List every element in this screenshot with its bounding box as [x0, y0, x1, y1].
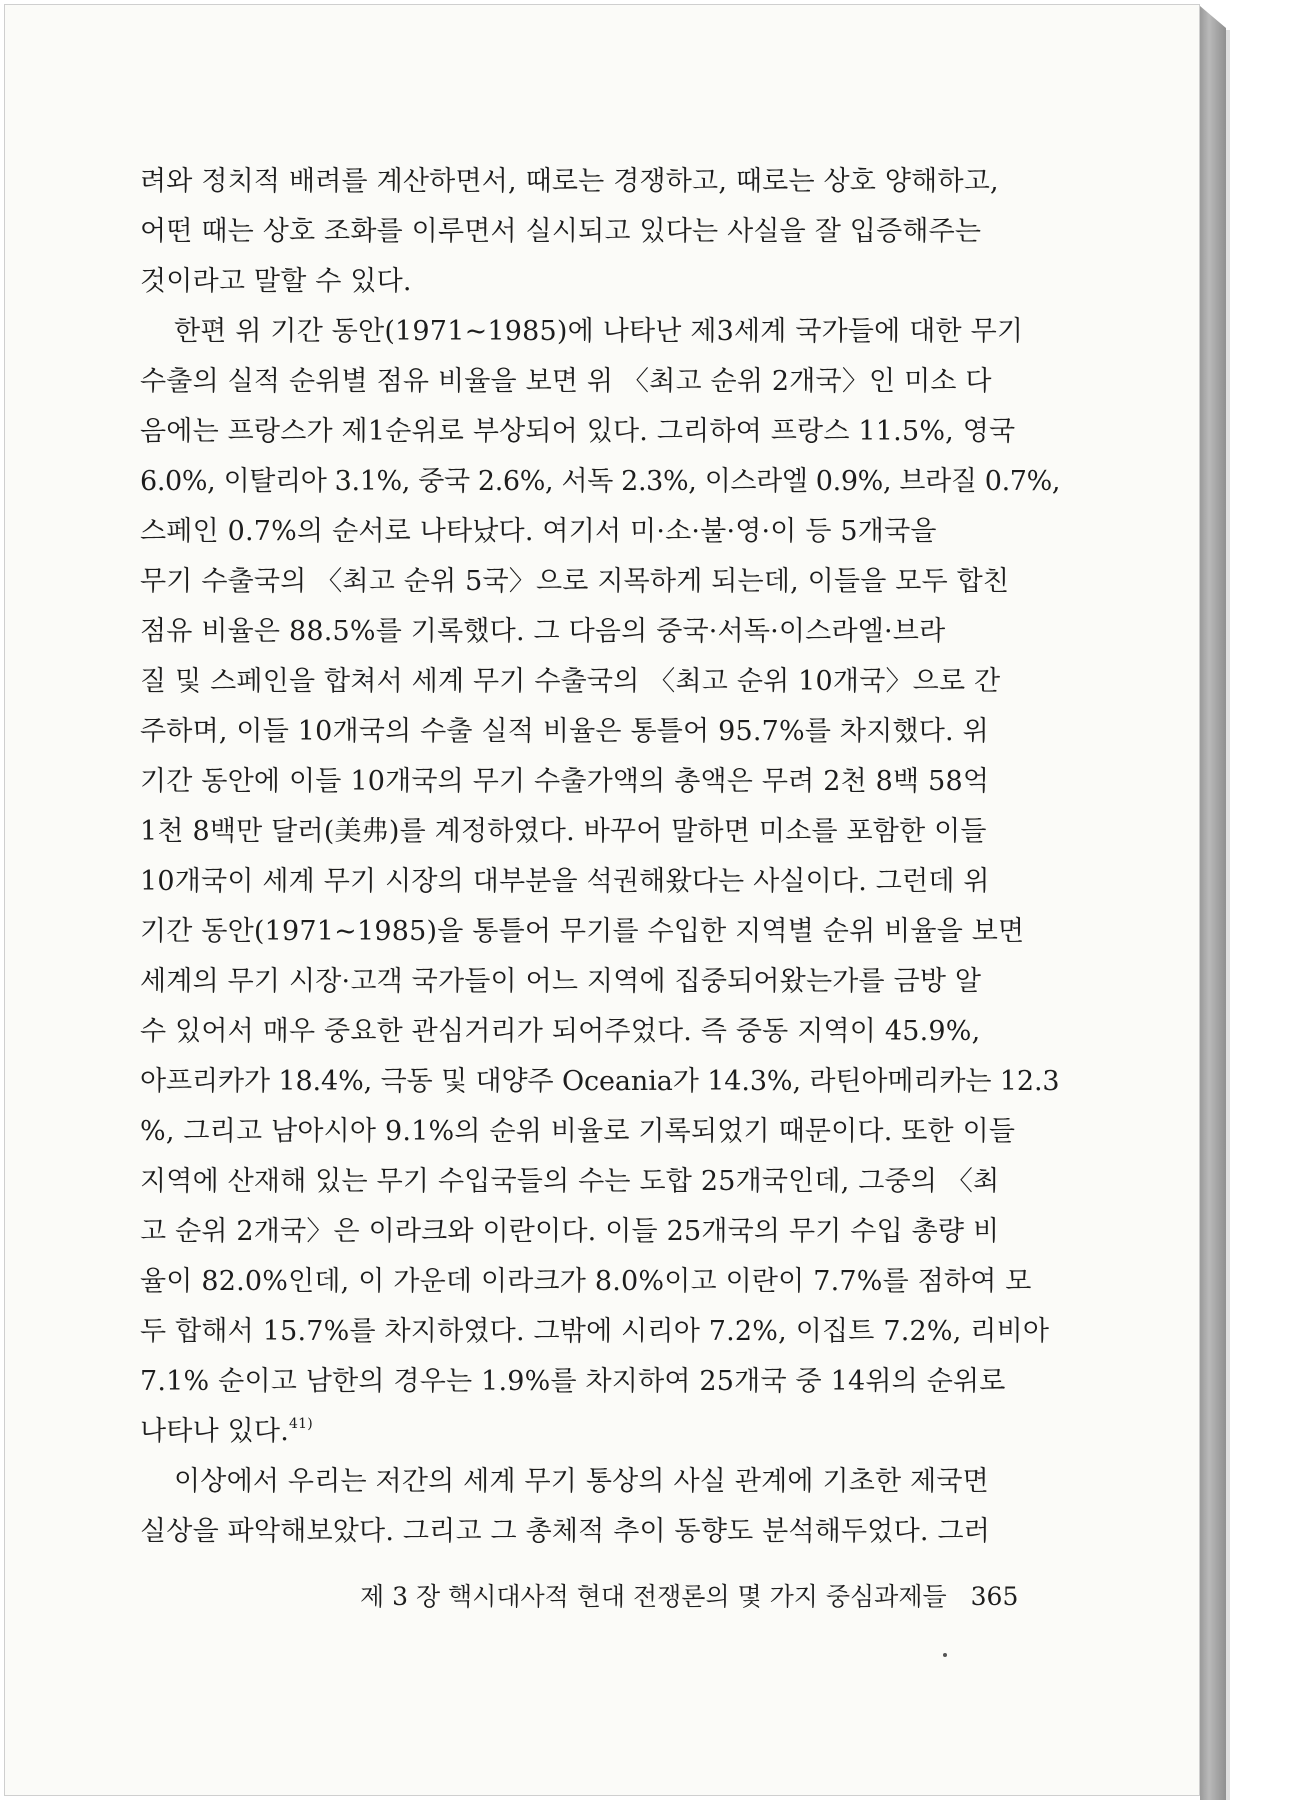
text-line: 실상을 파악해보았다. 그리고 그 총체적 추이 동향도 분석해두었다. 그러 — [140, 1516, 991, 1547]
text-line: 것이라고 말할 수 있다. — [140, 266, 412, 297]
page-stack-edge — [1200, 6, 1226, 1800]
text-line-content: 나타나 있다. — [140, 1416, 289, 1447]
text-line: 기간 동안에 이들 10개국의 무기 수출가액의 총액은 무려 2천 8백 58억 — [140, 766, 990, 797]
text-line: 음에는 프랑스가 제1순위로 부상되어 있다. 그리하여 프랑스 11.5%, 영국 — [140, 416, 1016, 447]
text-line: 어떤 때는 상호 조화를 이루면서 실시되고 있다는 사실을 잘 입증해주는 — [140, 216, 982, 247]
text-line: 두 합해서 15.7%를 차지하였다. 그밖에 시리아 7.2%, 이집트 7.2%, 리비아 — [140, 1316, 1050, 1347]
text-line: 6.0%, 이탈리아 3.1%, 중국 2.6%, 서독 2.3%, 이스라엘 0.9%, 브라질 0.7%, — [140, 466, 1061, 497]
text-line: 10개국이 세계 무기 시장의 대부분을 석권해왔다는 사실이다. 그런데 위 — [140, 866, 990, 897]
text-line: 점유 비율은 88.5%를 기록했다. 그 다음의 중국·서독·이스라엘·브라 — [140, 616, 946, 647]
text-line: %, 그리고 남아시아 9.1%의 순위 비율로 기록되었기 때문이다. 또한 이들 — [140, 1116, 1016, 1147]
text-line: 수출의 실적 순위별 점유 비율을 보면 위 〈최고 순위 2개국〉인 미소 다 — [140, 366, 992, 397]
text-line: 기간 동안(1971~1985)을 통틀어 무기를 수입한 지역별 순위 비율을 보면 — [140, 916, 1025, 947]
text-line: 세계의 무기 시장·고객 국가들이 어느 지역에 집중되어왔는가를 금방 알 — [140, 966, 982, 997]
page-shadow — [1226, 30, 1230, 1800]
chapter-running-title: 제 3 장 핵시대사적 현대 전쟁론의 몇 가지 중심과제들 — [360, 1582, 947, 1611]
text-line: 이상에서 우리는 저간의 세계 무기 통상의 사실 관계에 기초한 제국면 — [174, 1466, 989, 1497]
text-line: 무기 수출국의 〈최고 순위 5국〉으로 지목하게 되는데, 이들을 모두 합친 — [140, 566, 1010, 597]
scan-speck — [943, 1653, 947, 1657]
body-text — [140, 157, 1060, 1557]
book-page — [4, 4, 1200, 1796]
text-line: 7.1% 순이고 남한의 경우는 1.9%를 차지하여 25개국 중 14위의 순위로 — [140, 1366, 1006, 1397]
text-line: 지역에 산재해 있는 무기 수입국들의 수는 도합 25개국인데, 그중의 〈최 — [140, 1166, 1000, 1197]
text-line: 고 순위 2개국〉은 이라크와 이란이다. 이들 25개국의 무기 수입 총량 비 — [140, 1216, 1000, 1247]
text-line: 수 있어서 매우 중요한 관심거리가 되어주었다. 즉 중동 지역이 45.9%, — [140, 1016, 981, 1047]
running-footer — [360, 1577, 1060, 1613]
text-line: 아프리카가 18.4%, 극동 및 대양주 Oceania가 14.3%, 라틴아메리카는 12.3 — [140, 1066, 1060, 1097]
text-line: 주하며, 이들 10개국의 수출 실적 비율은 통틀어 95.7%를 차지했다. 위 — [140, 716, 989, 747]
text-line: 스페인 0.7%의 순서로 나타났다. 여기서 미·소·불·영·이 등 5개국을 — [140, 516, 937, 547]
footnote-reference[interactable]: 41) — [288, 1416, 313, 1432]
text-line: 려와 정치적 배려를 계산하면서, 때로는 경쟁하고, 때로는 상호 양해하고, — [140, 166, 999, 197]
text-line: 율이 82.0%인데, 이 가운데 이라크가 8.0%이고 이란이 7.7%를 점하여 모 — [140, 1266, 1032, 1297]
page-number: 365 — [970, 1582, 1019, 1611]
text-line: 질 및 스페인을 합쳐서 세계 무기 수출국의 〈최고 순위 10개국〉으로 간 — [140, 666, 1001, 697]
text-line: 1천 8백만 달러(美弗)를 계정하였다. 바꾸어 말하면 미소를 포함한 이들 — [140, 816, 987, 847]
text-line: 한편 위 기간 동안(1971~1985)에 나타난 제3세계 국가들에 대한 무기 — [174, 316, 1024, 347]
text-line — [140, 1407, 1060, 1457]
